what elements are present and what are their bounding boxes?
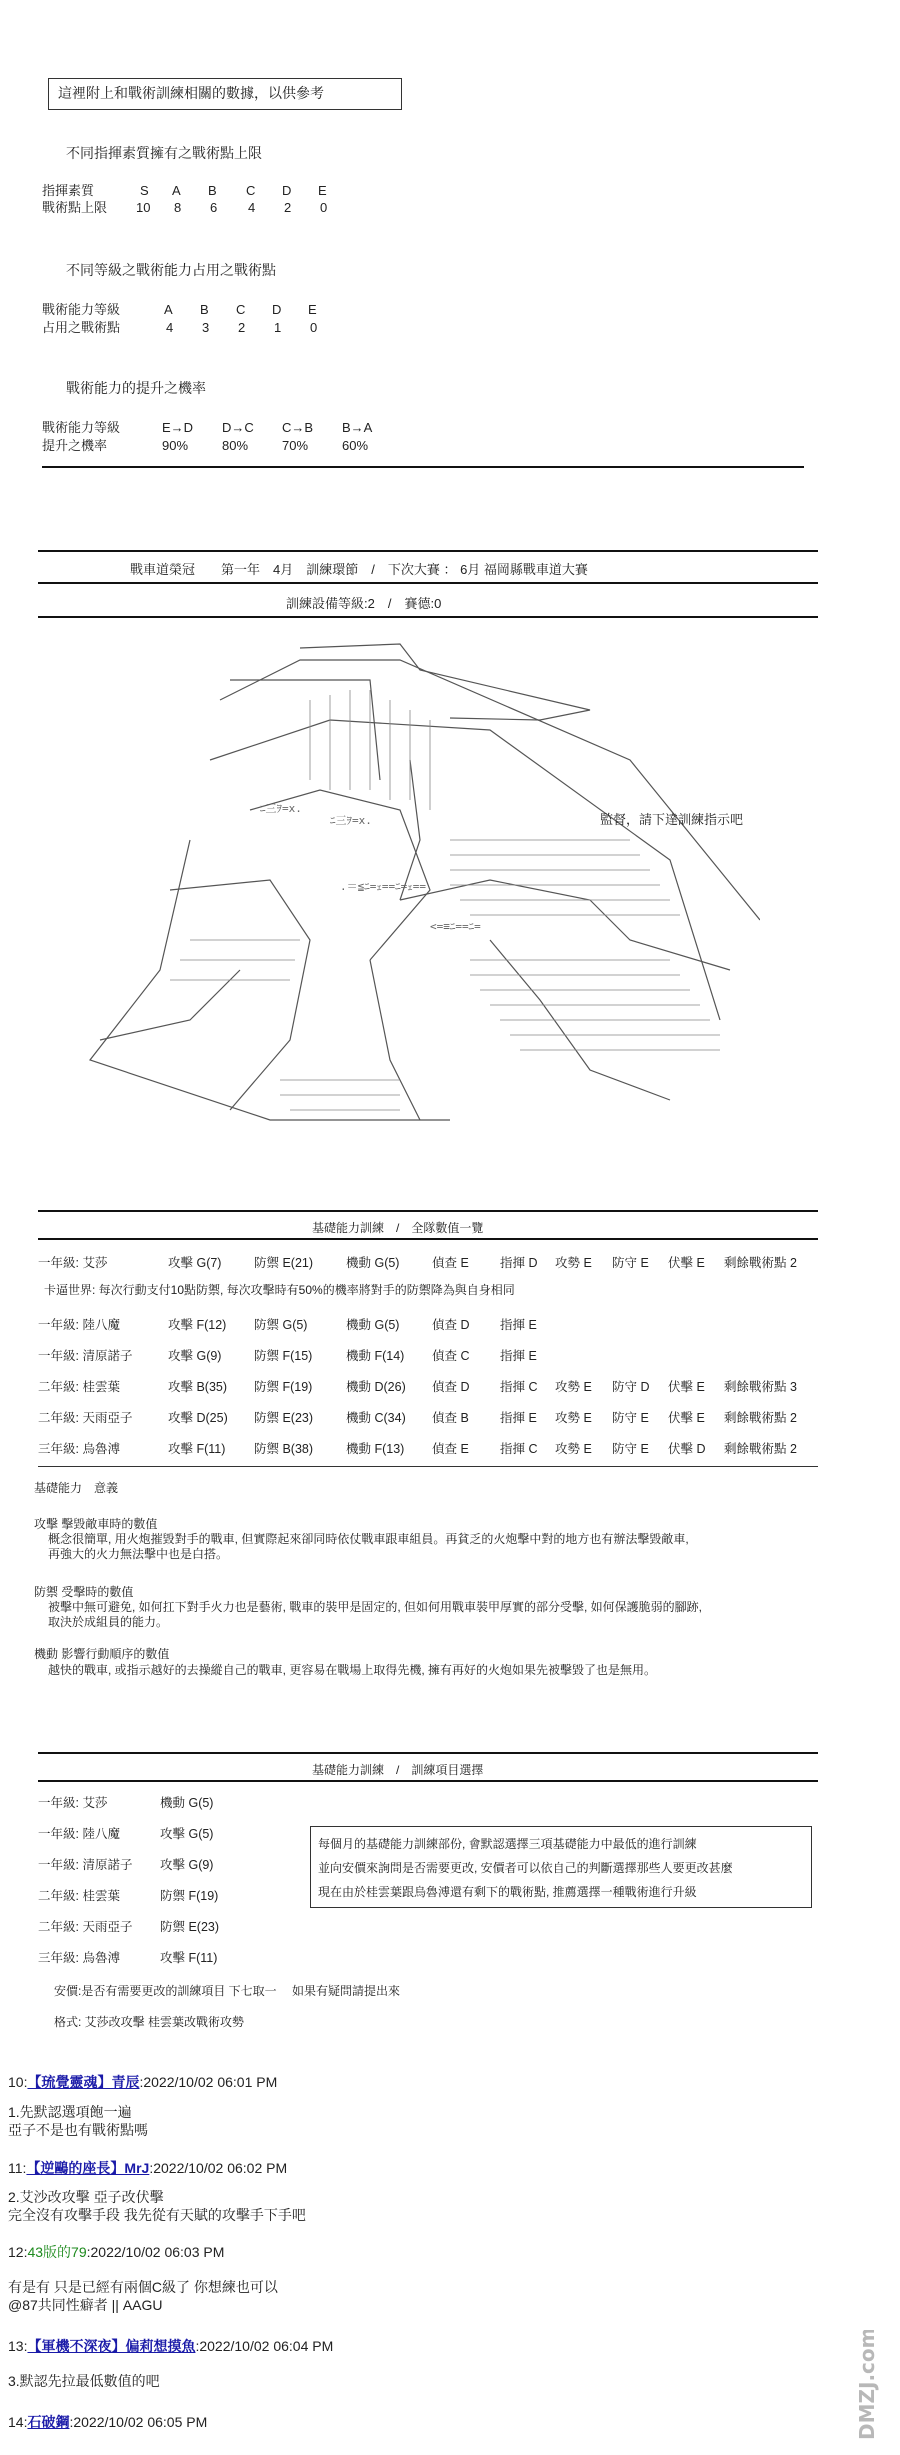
info-line-3: 現在由於桂雲葉跟烏魯溥還有剩下的戰術點, 推薦選擇一種戰術進行升級 bbox=[318, 1885, 697, 1899]
post-body: 3.默認先拉最低數值的吧 bbox=[8, 2373, 160, 2389]
table3-cell: 80% bbox=[222, 438, 249, 453]
post-body: 有是有 只是已經有兩個C級了 你想練也可以 @87共同性癖者 || AAGU bbox=[8, 2279, 278, 2313]
table3-title: 戰術能力的提升之機率 bbox=[66, 380, 206, 396]
post-body: 1.先默認選項飽一遍 亞子不是也有戰術點嗎 bbox=[8, 2104, 148, 2138]
post-number: 12: bbox=[8, 2244, 28, 2260]
stat-name: 一年級: 陸八魔 bbox=[38, 1318, 120, 1332]
stat-cell: 指揮 C bbox=[500, 1442, 538, 1456]
table1-cell: C bbox=[246, 183, 256, 198]
table1-cell: 6 bbox=[210, 200, 218, 215]
post-body: 2.艾沙改攻擊 亞子改伏擊 完全沒有攻擊手段 我先從有天賦的攻擊手下手吧 bbox=[8, 2189, 306, 2223]
stat-cell: 偵查 C bbox=[432, 1349, 470, 1363]
selection-name: 三年級: 烏魯溥 bbox=[38, 1951, 120, 1965]
header-line2: 訓練設備等級:2 / 賽德:0 bbox=[286, 596, 442, 611]
stat-name: 二年級: 桂雲葉 bbox=[38, 1380, 120, 1394]
stat-name: 一年級: 清原諾子 bbox=[38, 1349, 133, 1363]
stat-cell: 防禦 G(5) bbox=[254, 1318, 308, 1332]
stat-cell: 偵查 D bbox=[432, 1380, 470, 1394]
stat-cell: 攻勢 E bbox=[555, 1256, 592, 1270]
stat-cell: 攻擊 G(7) bbox=[168, 1256, 222, 1270]
stat-cell: 攻擊 G(9) bbox=[168, 1349, 222, 1363]
stat-cell: 防禦 F(15) bbox=[254, 1349, 313, 1363]
table2-cell: A bbox=[164, 302, 173, 317]
svg-text:ﾆ三ｦ=x.: ﾆ三ｦ=x. bbox=[260, 802, 302, 815]
header-line1: 戰車道榮冠 第一年 4月 訓練環節 / 下次大賽 ： 6月 福岡縣戰車道大賽 bbox=[130, 562, 588, 577]
stat-cell: 指揮 C bbox=[500, 1380, 538, 1394]
table1-cell: 4 bbox=[248, 200, 256, 215]
stat-cell: 偵查 E bbox=[432, 1256, 469, 1270]
selection-name: 二年級: 天雨亞子 bbox=[38, 1920, 133, 1934]
stat-cell: 防禦 E(21) bbox=[254, 1256, 314, 1270]
selection-choice: 攻擊 G(9) bbox=[160, 1858, 214, 1872]
explain-title: 基礎能力 意義 bbox=[34, 1481, 119, 1495]
stat-cell: 防守 E bbox=[612, 1442, 649, 1456]
post-number: 13: bbox=[8, 2338, 28, 2354]
selection-name: 一年級: 艾莎 bbox=[38, 1796, 108, 1810]
table1-cell: 2 bbox=[284, 200, 292, 215]
divider bbox=[38, 1210, 818, 1212]
stat-cell: 防禦 B(38) bbox=[254, 1442, 314, 1456]
stats-title: 基礎能力訓練 / 全隊數值一覽 bbox=[312, 1221, 484, 1235]
stat-cell: 攻擊 B(35) bbox=[168, 1380, 228, 1394]
stat-cell: 偵查 B bbox=[432, 1411, 469, 1425]
stat-cell: 指揮 E bbox=[500, 1349, 537, 1363]
svg-text:ﾆ三ｦ=x.: ﾆ三ｦ=x. bbox=[330, 814, 372, 827]
divider bbox=[38, 1466, 818, 1467]
stat-cell: 指揮 E bbox=[500, 1411, 537, 1425]
post-date: :2022/10/02 06:04 PM bbox=[195, 2338, 334, 2354]
post-number: 11: bbox=[8, 2160, 27, 2176]
stat-cell: 伏擊 D bbox=[668, 1442, 706, 1456]
table3-cell: B→A bbox=[342, 420, 373, 435]
stat-cell: 防守 E bbox=[612, 1256, 649, 1270]
table3-cell: 70% bbox=[282, 438, 309, 453]
vote-prompt: 安價:是否有需要更改的訓練項目 下七取一 如果有疑問請提出來 bbox=[54, 1984, 401, 1998]
intro-note: 這裡附上和戰術訓練相關的數據，以供參考 bbox=[58, 85, 324, 101]
table3-cell: 90% bbox=[162, 438, 189, 453]
post-number: 10: bbox=[8, 2074, 28, 2090]
post-author[interactable]: 43版的79 bbox=[27, 2244, 87, 2260]
watermark-text: DMZJ.com bbox=[855, 2330, 879, 2440]
stat-cell: 攻擊 D(25) bbox=[168, 1411, 228, 1425]
divider bbox=[42, 466, 804, 468]
table3-cell: C→B bbox=[282, 420, 314, 435]
mobility-head: 機動 影響行動順序的數值 bbox=[34, 1647, 170, 1661]
divider bbox=[38, 582, 818, 584]
table3-cell: D→C bbox=[222, 420, 254, 435]
watermark-logo bbox=[846, 2330, 886, 2450]
stat-cell: 攻勢 E bbox=[555, 1380, 592, 1394]
post-date: :2022/10/02 06:05 PM bbox=[69, 2414, 208, 2430]
selection-name: 一年級: 陸八魔 bbox=[38, 1827, 120, 1841]
table2-row2-label: 占用之戰術點 bbox=[42, 320, 121, 335]
table1-title: 不同指揮素質擁有之戰術點上限 bbox=[66, 145, 262, 161]
table1-cell: D bbox=[282, 183, 292, 198]
table1-row2-label: 戰術點上限 bbox=[42, 200, 108, 215]
stat-cell: 防守 D bbox=[612, 1380, 650, 1394]
post-author[interactable]: 石破鋼 bbox=[27, 2414, 70, 2430]
table2-row1-label: 戰術能力等級 bbox=[42, 302, 121, 317]
post-date: :2022/10/02 06:01 PM bbox=[139, 2074, 278, 2090]
selection-name: 二年級: 桂雲葉 bbox=[38, 1889, 120, 1903]
divider bbox=[38, 616, 818, 618]
stat-cell: 偵查 D bbox=[432, 1318, 470, 1332]
stat-cell: 攻勢 E bbox=[555, 1411, 592, 1425]
stat-cell: 指揮 E bbox=[500, 1318, 537, 1332]
post-author[interactable]: 【逆鷗的座長】MrJ bbox=[26, 2160, 150, 2176]
stat-cell: 防禦 E(23) bbox=[254, 1411, 314, 1425]
stat-name: 一年級: 艾莎 bbox=[38, 1256, 108, 1270]
stat-cell: 剩餘戰術點 2 bbox=[724, 1442, 797, 1456]
post-header bbox=[8, 2336, 333, 2356]
table2-cell: 1 bbox=[274, 320, 282, 335]
post-header bbox=[8, 2242, 224, 2262]
table2-cell: 3 bbox=[202, 320, 210, 335]
attack-body: 概念很簡單, 用火炮摧毀對手的戰車, 但實際起來卻同時依仗戰車跟車組員。再貧乏的火炮擊中對的地方也有辦法擊毀敵車, 再強大的火力無法擊中也是白搭。 bbox=[48, 1532, 689, 1561]
selection-choice: 防禦 F(19) bbox=[160, 1889, 219, 1903]
table3-row1-label: 戰術能力等級 bbox=[42, 420, 121, 435]
divider bbox=[38, 1752, 818, 1754]
post-author[interactable]: 【琉覺靈魂】青辰 bbox=[27, 2074, 140, 2090]
selection-name: 一年級: 清原諾子 bbox=[38, 1858, 133, 1872]
svg-text:.＝≦ﾆ=ｪ==ﾆ=ｪ==: .＝≦ﾆ=ｪ==ﾆ=ｪ== bbox=[340, 880, 426, 893]
stat-cell: 機動 F(14) bbox=[346, 1349, 405, 1363]
stat-cell: 機動 C(34) bbox=[346, 1411, 406, 1425]
stat-cell: 機動 G(5) bbox=[346, 1256, 400, 1270]
stat-name: 二年級: 天雨亞子 bbox=[38, 1411, 133, 1425]
stat-cell: 攻勢 E bbox=[555, 1442, 592, 1456]
stat-cell: 伏擊 E bbox=[668, 1411, 705, 1425]
selection-choice: 攻擊 F(11) bbox=[160, 1951, 218, 1965]
stat-cell: 機動 D(26) bbox=[346, 1380, 406, 1394]
table1-cell: B bbox=[208, 183, 217, 198]
selection-choice: 機動 G(5) bbox=[160, 1796, 214, 1810]
stat-cell: 機動 G(5) bbox=[346, 1318, 400, 1332]
stat-cell: 指揮 D bbox=[500, 1256, 538, 1270]
post-number: 14: bbox=[8, 2414, 28, 2430]
post-header bbox=[8, 2412, 207, 2432]
ascii-art-character bbox=[70, 640, 760, 1130]
stat-cell: 攻擊 F(11) bbox=[168, 1442, 226, 1456]
post-header bbox=[8, 2158, 287, 2178]
table2-cell: 0 bbox=[310, 320, 318, 335]
table2-cell: D bbox=[272, 302, 282, 317]
post-date: :2022/10/02 06:03 PM bbox=[86, 2244, 225, 2260]
post-date: :2022/10/02 06:02 PM bbox=[149, 2160, 288, 2176]
mobility-body: 越快的戰車, 或指示越好的去操縱自己的戰車, 更容易在戰場上取得先機, 擁有再好的火炮如果先被擊毀了也是無用。 bbox=[48, 1663, 657, 1677]
table1-cell: 8 bbox=[174, 200, 182, 215]
stat-cell: 伏擊 E bbox=[668, 1380, 705, 1394]
selection-choice: 攻擊 G(5) bbox=[160, 1827, 214, 1841]
table2-cell: B bbox=[200, 302, 209, 317]
stat-cell: 伏擊 E bbox=[668, 1256, 705, 1270]
table1-cell: S bbox=[140, 183, 149, 198]
divider bbox=[38, 1238, 818, 1240]
selection-title: 基礎能力訓練 / 訓練項目選擇 bbox=[312, 1763, 484, 1777]
stat-cell: 防守 E bbox=[612, 1411, 649, 1425]
post-author[interactable]: 【軍機不深夜】偏莉想摸魚 bbox=[27, 2338, 196, 2354]
stat-cell: 偵查 E bbox=[432, 1442, 469, 1456]
attack-head: 攻擊 擊毀敵車時的數值 bbox=[34, 1517, 158, 1531]
stat-cell: 防禦 F(19) bbox=[254, 1380, 313, 1394]
stat-cell: 攻擊 F(12) bbox=[168, 1318, 227, 1332]
stat-name: 三年級: 烏魯溥 bbox=[38, 1442, 120, 1456]
table1-cell: 10 bbox=[136, 200, 151, 215]
table2-title: 不同等級之戰術能力占用之戰術點 bbox=[66, 262, 276, 278]
table2-cell: 2 bbox=[238, 320, 246, 335]
divider bbox=[38, 550, 818, 552]
selection-choice: 防禦 E(23) bbox=[160, 1920, 220, 1934]
table1-cell: 0 bbox=[320, 200, 328, 215]
table1-row1-label: 指揮素質 bbox=[42, 183, 95, 198]
table2-cell: C bbox=[236, 302, 246, 317]
stat-cell: 剩餘戰術點 2 bbox=[724, 1411, 797, 1425]
info-line-1: 每個月的基礎能力訓練部份, 會默認選擇三項基礎能力中最低的進行訓練 bbox=[318, 1837, 697, 1851]
stat-cell: 剩餘戰術點 3 bbox=[724, 1380, 797, 1394]
svg-text:<=≡ﾆ==ﾆ=: <=≡ﾆ==ﾆ= bbox=[430, 920, 481, 933]
table3-cell: 60% bbox=[342, 438, 369, 453]
defense-head: 防禦 受擊時的數值 bbox=[34, 1585, 134, 1599]
table1-cell: E bbox=[318, 183, 327, 198]
divider bbox=[38, 1780, 818, 1782]
info-line-2: 並向安價來詢問是否需要更改, 安價者可以依自己的判斷選擇那些人要更改甚麼 bbox=[318, 1861, 733, 1875]
vote-format: 格式: 艾莎改攻擊 桂雲葉改戰術攻勢 bbox=[54, 2015, 245, 2029]
table1-cell: A bbox=[172, 183, 181, 198]
table2-cell: E bbox=[308, 302, 317, 317]
stat-cell: 機動 F(13) bbox=[346, 1442, 405, 1456]
speech-text: 監督，請下達訓練指示吧 bbox=[600, 812, 744, 827]
defense-body: 被擊中無可避免, 如何扛下對手火力也是藝術, 戰車的裝甲是固定的, 但如何用戰車裝甲厚實的部分受擊, 如何保護脆弱的腳跡, 取決於成組員的能力。 bbox=[48, 1600, 703, 1629]
table3-row2-label: 提升之機率 bbox=[42, 438, 108, 453]
table2-cell: 4 bbox=[166, 320, 174, 335]
table3-cell: E→D bbox=[162, 420, 194, 435]
stat-cell: 剩餘戰術點 2 bbox=[724, 1256, 797, 1270]
tank-note: 卡逼世界: 每次行動支付10點防禦, 每次攻擊時有50%的機率將對手的防禦降為與自身相同 bbox=[44, 1283, 515, 1297]
post-header bbox=[8, 2072, 277, 2092]
